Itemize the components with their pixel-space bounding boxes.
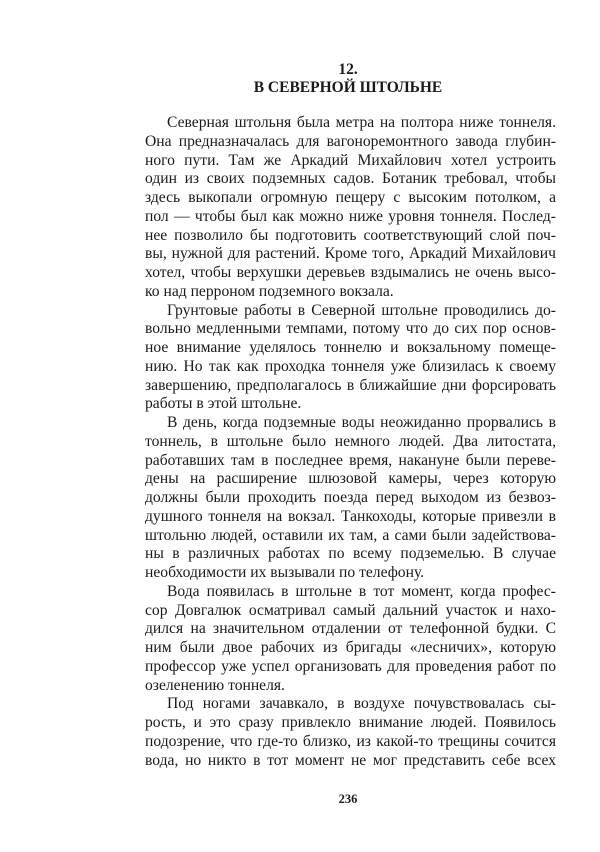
text-line: хотел, чтобы верхушки деревьев вздымались не очень высо- xyxy=(145,264,556,281)
text-line: работы в этой штольне. xyxy=(145,395,302,413)
text-line: вольно медленными темпами, потому что до сих пор основ- xyxy=(145,320,556,338)
paragraph xyxy=(145,114,556,302)
text-line: завершению, предполагалось в ближайшие дни форсировать xyxy=(145,376,556,394)
text-line: В день, когда подземные воды неожиданно прорвались в xyxy=(167,414,556,431)
text-line: подозрение, что где-то близко, из какой-то трещины сочится xyxy=(145,732,556,750)
text-line: должны были проходить поезда перед выходом из безвоз- xyxy=(145,489,556,506)
text-line: один из своих подземных садов. Ботаник требовал, чтобы xyxy=(145,170,556,188)
text-line: вода, но никто в тот момент не мог представить себе всех xyxy=(145,751,556,769)
text-line: работавших там в последнее время, накануне были переве- xyxy=(145,451,556,469)
text-line: необходимости их вызывали по телефону. xyxy=(145,564,425,581)
text-line: пол — чтобы был как можно ниже уровня тоннеля. Послед- xyxy=(145,207,556,225)
page-number: 236 xyxy=(338,792,358,806)
body-text xyxy=(145,114,556,770)
text-line: Северная штольня была метра на полтора ниже тоннеля. xyxy=(167,114,556,131)
paragraph xyxy=(145,414,556,583)
text-line: вы, нужной для растений. Кроме того, Аркадий Михайлович xyxy=(145,245,556,263)
text-line: сор Довгалюк осматривал самый дальний участок и нахо- xyxy=(145,601,556,619)
text-line: ны в различных работах по всему подземелью. В случае xyxy=(145,545,556,563)
paragraph xyxy=(145,583,556,696)
text-line: дился на значительном отдалении от телефонной будки. С xyxy=(145,620,556,638)
text-line: озеленению тоннеля. xyxy=(145,676,285,694)
text-line: тоннель, в штольне было немного людей. Два литостата, xyxy=(145,432,556,450)
text-line: профессор уже успел организовать для проведения работ по xyxy=(145,657,556,675)
chapter-title: В СЕВЕРНОЙ ШТОЛЬНЕ xyxy=(253,79,443,96)
text-line: рость, и это сразу привлекло внимание людей. Появилось xyxy=(145,714,556,731)
text-line: ное внимание уделялось тоннелю и вокзальному помеще- xyxy=(145,339,556,356)
paragraph xyxy=(145,302,556,415)
text-line: ним были двое рабочих из бригады «лесничих», которую xyxy=(145,639,556,656)
text-line: ного пути. Там же Аркадий Михайлович хотел устроить xyxy=(145,151,556,169)
text-line: нию. Но так как проходка тоннеля уже близилась к своему xyxy=(145,357,556,375)
text-line: Вода появилась в штольне в тот момент, когда профес- xyxy=(167,582,556,600)
text-line: Под ногами зачавкало, в воздухе почувствовалась сы- xyxy=(167,695,556,713)
chapter-number: 12. xyxy=(338,61,358,78)
paragraph xyxy=(145,695,556,770)
text-line: дены на расширение шлюзовой камеры, через которую xyxy=(145,470,556,488)
text-line: Она предназначалась для вагоноремонтного завода глубин- xyxy=(145,132,556,150)
text-line: здесь выкопали огромную пещеру с высоким потолком, а xyxy=(145,189,556,206)
text-line: нее позволило бы подготовить соответствующий слой поч- xyxy=(145,226,556,244)
text-line: ко над перроном подземного вокзала. xyxy=(145,282,394,300)
text-line: штольню людей, оставили их там, а сами были задействова- xyxy=(145,526,556,544)
text-line: Грунтовые работы в Северной штольне проводились до- xyxy=(167,301,556,319)
text-line: душного тоннеля на вокзал. Танкоходы, которые привезли в xyxy=(145,507,556,525)
